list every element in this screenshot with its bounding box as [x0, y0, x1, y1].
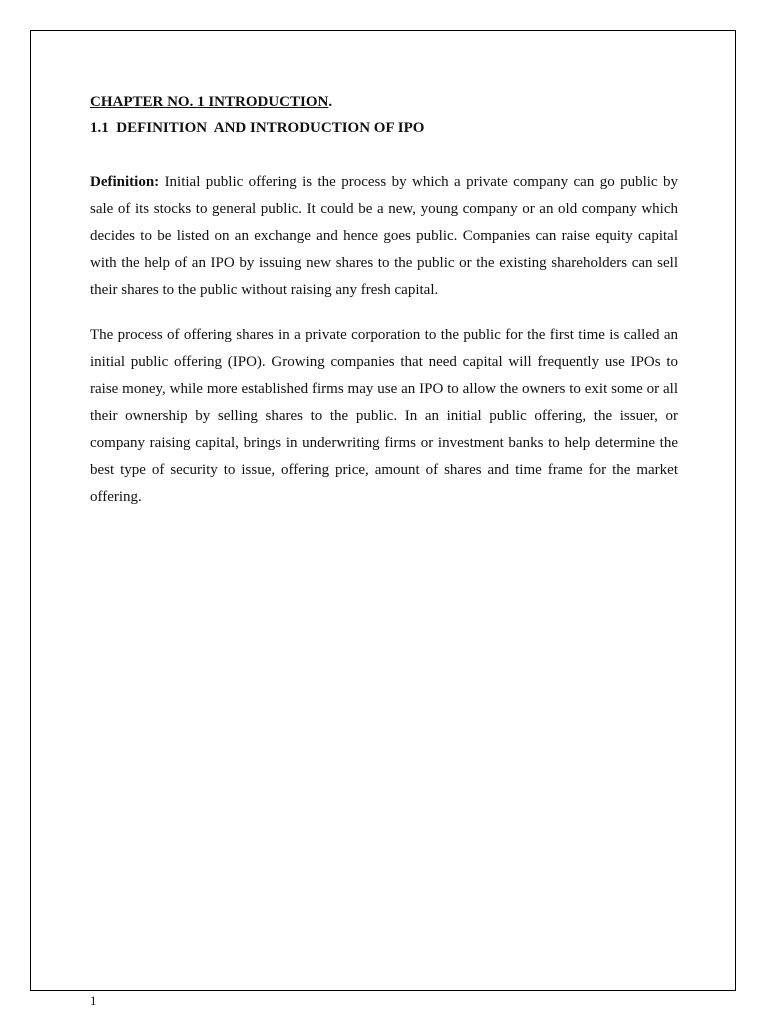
definition-label: Definition:: [90, 174, 160, 190]
page-number: 1: [90, 993, 97, 1008]
chapter-heading-suffix: .: [328, 94, 333, 110]
definition-paragraph: [90, 169, 678, 304]
definition-text: Initial public offering is the process by which a private company can go public by sale of its stocks to general public. It could be a new, young company or an old company which decides to be listed on an exchange and hence goes public. Companies can raise equity capital with the help of an IPO by issuing new shares to the public or the existing shareholders can sell their shares to the public without raising any fresh capital.: [90, 174, 678, 298]
section-heading: 1.1 DEFINITION AND INTRODUCTION OF IPO: [90, 120, 425, 136]
page-content: [90, 92, 678, 511]
chapter-heading-text: CHAPTER NO. 1 INTRODUCTION: [90, 94, 329, 110]
chapter-heading: [90, 92, 678, 112]
ipo-process-paragraph: The process of offering shares in a private corporation to the public for the first time is called an initial public offering (IPO). Growing companies that need capital will frequently use IPOs to raise money, while more established firms may use an IPO to allow the owners to exit some or all their ownership by selling shares to the public. In an initial public offering, the issuer, or company raising capital, brings in underwriting firms or investment banks to help determine the best type of security to issue, offering price, amount of shares and time frame for the market offering.: [90, 327, 678, 505]
